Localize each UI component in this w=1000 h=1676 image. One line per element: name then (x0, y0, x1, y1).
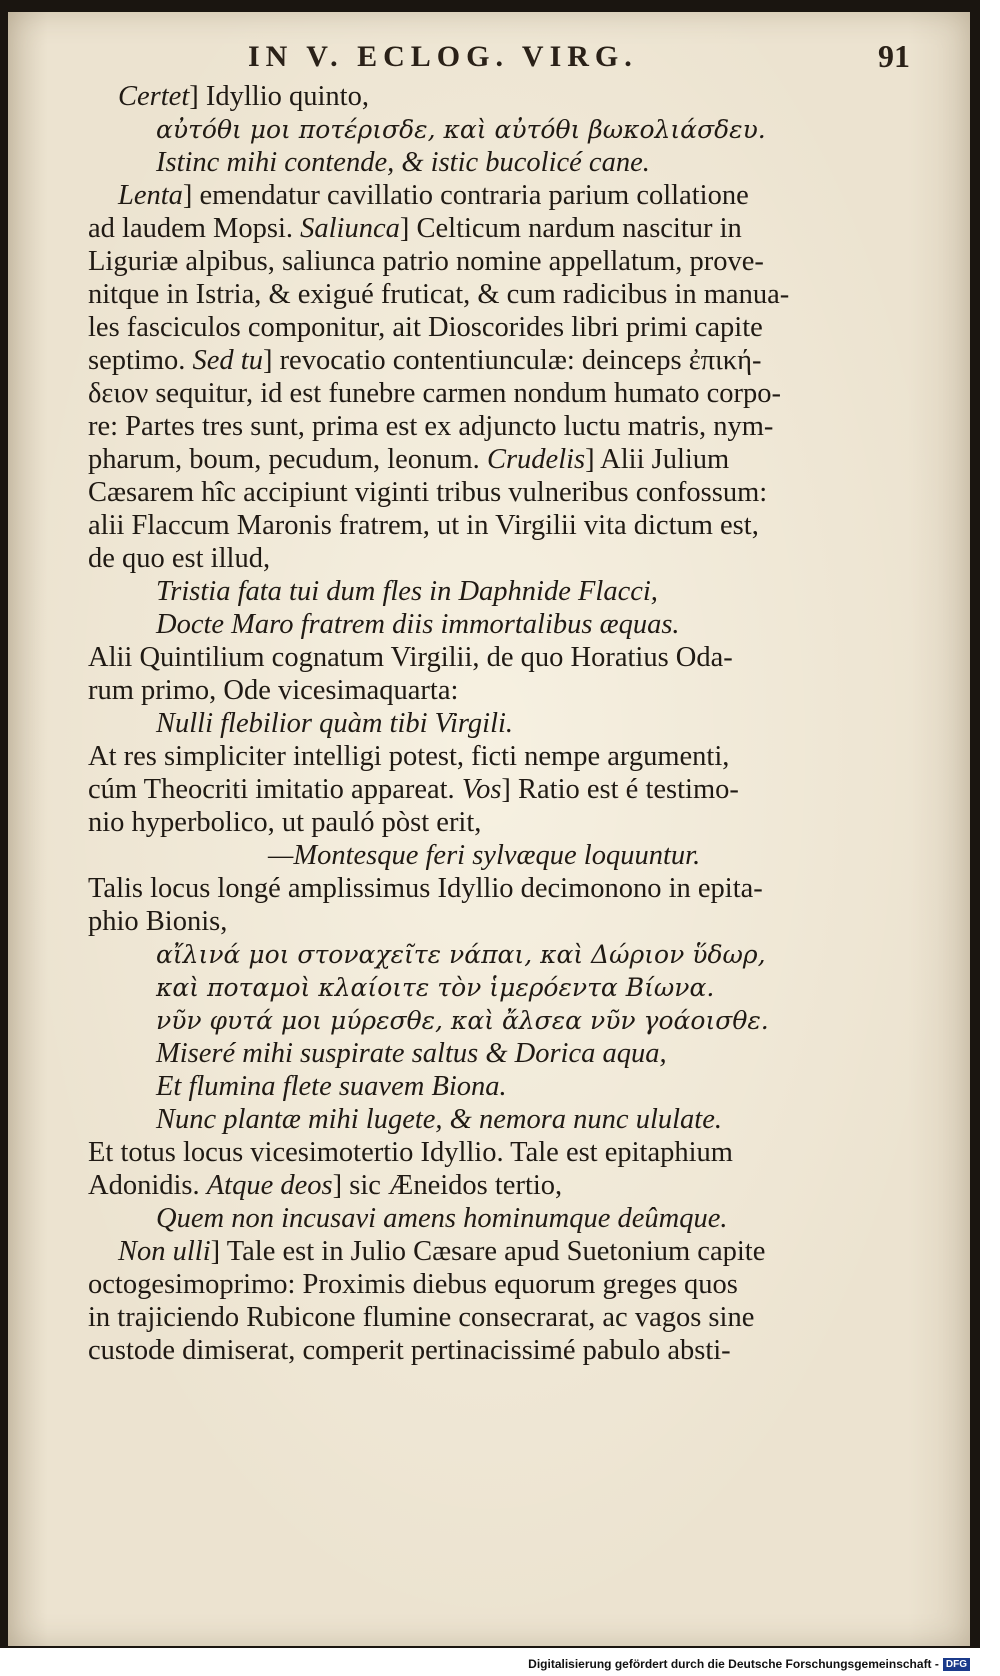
text-run: ] Celticum nardum nascitur in (399, 213, 742, 244)
lemma: Sed tu (192, 345, 263, 376)
text-run: phio Bionis, (88, 906, 228, 937)
text-line (88, 542, 806, 575)
text-line (88, 179, 806, 212)
lemma: Saliunca (300, 213, 400, 244)
latin-verse: Quem non incusavi amens hominumque deûmque. (156, 1203, 728, 1234)
text-line (88, 1301, 806, 1334)
text-line (88, 674, 806, 707)
text-run: de quo est illud, (88, 543, 271, 574)
text-line (88, 872, 806, 905)
text-run: Liguriæ alpibus, saliunca patrio nomine appellatum, prove- (88, 246, 764, 277)
text-line (88, 1268, 806, 1301)
text-line (88, 377, 806, 410)
text-line (88, 707, 806, 740)
text-line (88, 509, 806, 542)
greek-verse: καὶ ποταμοὶ κλαίοιτε τὸν ἱμερόεντα Βίωνα. (156, 973, 715, 1002)
text-run: septimo. (88, 345, 193, 376)
page-number: 91 (878, 38, 910, 74)
text-run: Alii Quintilium cognatum Virgilii, de quo Horatius Oda- (88, 642, 733, 673)
funding-note: Digitalisierung gefördert durch die Deutsche Forschungsgemeinschaft - (528, 1657, 939, 1671)
text-run: ] sic Æneidos tertio, (332, 1170, 563, 1201)
text-run: ] Idyllio quinto, (189, 81, 369, 112)
lemma: Crudelis (486, 444, 586, 475)
latin-verse: Et flumina flete suavem Biona. (156, 1071, 507, 1102)
latin-verse: Docte Maro fratrem diis immortalibus æquas. (156, 609, 680, 640)
text-line (88, 113, 806, 146)
text-run: nio hyperbolico, ut pauló pòst erit, (88, 807, 482, 838)
text-line (88, 1070, 806, 1103)
text-run: δειον sequitur, id est funebre carmen nondum humato corpo- (88, 378, 782, 409)
greek-verse: αἴλινά μοι στοναχεῖτε νάπαι, καὶ Δώριον ὕδωρ, (156, 940, 766, 969)
text-run: ] Tale est in Julio Cæsare apud Suetonium capite (210, 1236, 766, 1267)
text-line (88, 410, 806, 443)
text-run: Talis locus longé amplissimus Idyllio decimonono in epita- (88, 873, 763, 904)
dfg-logo: DFG (943, 1658, 970, 1671)
lemma: Vos (461, 774, 502, 805)
text-run: in trajiciendo Rubicone flumine consecrarat, ac vagos sine (88, 1302, 755, 1333)
lemma: Certet (118, 81, 190, 112)
text-line (88, 278, 806, 311)
text-line (88, 905, 806, 938)
text-line (88, 476, 806, 509)
running-head: IN V. ECLOG. VIRG. (248, 40, 638, 73)
text-line (88, 1334, 806, 1367)
text-line (88, 344, 806, 377)
text-line (88, 938, 806, 971)
text-run: re: Partes tres sunt, prima est ex adjuncto luctu matris, nym- (88, 411, 774, 442)
text-line (88, 740, 806, 773)
text-line (88, 212, 806, 245)
latin-verse: Miseré mihi suspirate saltus & Dorica aqua, (156, 1038, 667, 1069)
text-line (88, 773, 806, 806)
text-run: Et totus locus vicesimotertio Idyllio. Tale est epitaphium (88, 1137, 733, 1168)
text-run: alii Flaccum Maronis fratrem, ut in Virgilii vita dictum est, (88, 510, 759, 541)
text-run: nitque in Istria, & exigué fruticat, & cum radicibus in manua- (88, 279, 790, 310)
text-run: rum primo, Ode vicesimaquarta: (88, 675, 459, 706)
text-line (88, 641, 806, 674)
lemma: Lenta (118, 180, 183, 211)
text-line (88, 971, 806, 1004)
latin-verse: Nulli flebilior quàm tibi Virgili. (156, 708, 514, 739)
text-line (88, 1169, 806, 1202)
text-run: Adonidis. (88, 1170, 207, 1201)
text-line (88, 608, 806, 641)
latin-verse: Istinc mihi contende, & istic bucolicé cane. (156, 147, 650, 178)
text-run: custode dimiserat, comperit pertinacissimé pabulo absti- (88, 1335, 731, 1366)
text-run: pharum, boum, pecudum, leonum. (88, 444, 487, 475)
text-run: ] Ratio est é testimo- (501, 774, 739, 805)
text-line (88, 1202, 806, 1235)
text-line (88, 311, 806, 344)
text-line (88, 443, 806, 476)
lemma: Atque deos (206, 1170, 333, 1201)
text-line (88, 806, 806, 839)
text-line (88, 839, 806, 872)
text-line (88, 1004, 806, 1037)
text-line (88, 245, 806, 278)
footer-bar (0, 1652, 1000, 1676)
text-line (88, 575, 806, 608)
latin-verse: —Montesque feri sylvæque loquuntur. (268, 840, 701, 871)
footer-credit (528, 1657, 970, 1671)
text-run: Cæsarem hîc accipiunt viginti tribus vulneribus confossum: (88, 477, 768, 508)
text-run: octogesimoprimo: Proximis diebus equorum greges quos (88, 1269, 738, 1300)
text-line (88, 1136, 806, 1169)
text-run: ad laudem Mopsi. (88, 213, 301, 244)
text-line (88, 80, 806, 113)
lemma: Non ulli (118, 1236, 211, 1267)
text-run: les fasciculos componitur, ait Dioscorides libri primi capite (88, 312, 763, 343)
body-text (88, 80, 806, 1367)
latin-verse: Tristia fata tui dum fles in Daphnide Flacci, (156, 576, 658, 607)
latin-verse: Nunc plantæ mihi lugete, & nemora nunc ululate. (156, 1104, 722, 1135)
text-line (88, 1037, 806, 1070)
text-run: ] revocatio contentiunculæ: deinceps ἐπική- (262, 345, 762, 376)
text-run: At res simpliciter intelligi potest, ficti nempe argumenti, (88, 741, 730, 772)
greek-verse: νῦν φυτά μοι μύρεσθε, καὶ ἄλσεα νῦν γοάοισθε. (156, 1006, 769, 1035)
text-line (88, 1235, 806, 1268)
text-line (88, 1103, 806, 1136)
text-run: cúm Theocriti imitatio appareat. (88, 774, 462, 805)
greek-verse: αὐτόθι μοι ποτέρισδε, καὶ αὐτόθι βωκολιάσδευ. (156, 115, 766, 144)
text-line (88, 146, 806, 179)
text-run: ] emendatur cavillatio contraria parium collatione (182, 180, 749, 211)
book-page (8, 12, 970, 1646)
text-run: ] Alii Julium (585, 444, 730, 475)
